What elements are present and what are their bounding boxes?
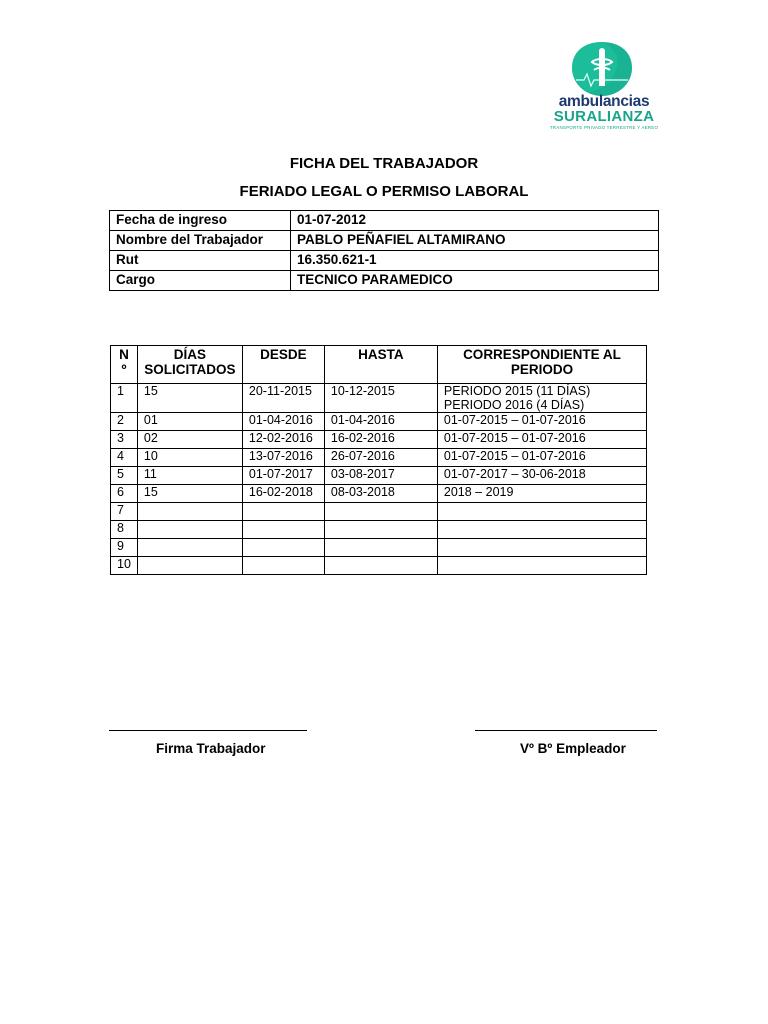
header-period-line2: PERIODO xyxy=(510,362,574,377)
cell-period: 2018 – 2019 xyxy=(437,485,646,503)
cell-number: 10 xyxy=(111,557,138,575)
header-from: DESDE xyxy=(242,346,324,384)
info-value: TECNICO PARAMEDICO xyxy=(291,271,659,291)
employer-signature-line xyxy=(475,730,657,731)
info-value: 01-07-2012 xyxy=(291,211,659,231)
cell-period xyxy=(437,521,646,539)
header-period xyxy=(437,346,646,384)
cell-to xyxy=(324,557,437,575)
cell-days xyxy=(137,521,242,539)
table-row xyxy=(111,539,647,557)
cell-number: 9 xyxy=(111,539,138,557)
cell-from xyxy=(242,503,324,521)
info-label: Nombre del Trabajador xyxy=(110,231,291,251)
cell-period xyxy=(437,503,646,521)
cell-to xyxy=(324,521,437,539)
header-days-line2: SOLICITADOS xyxy=(144,362,236,377)
cell-days xyxy=(137,503,242,521)
cell-days xyxy=(137,557,242,575)
logo-text-suralianza: SURALIANZA xyxy=(553,108,655,125)
table-row xyxy=(111,413,647,431)
cell-from xyxy=(242,557,324,575)
cell-from: 01-04-2016 xyxy=(242,413,324,431)
cell-period-line2: PERIODO 2016 (4 DÍAS) xyxy=(443,398,585,412)
cell-to: 10-12-2015 xyxy=(324,384,437,413)
info-value: PABLO PEÑAFIEL ALTAMIRANO xyxy=(291,231,659,251)
info-row xyxy=(110,211,659,231)
table-row xyxy=(111,485,647,503)
company-logo xyxy=(548,40,660,132)
info-row xyxy=(110,271,659,291)
header-number-line1: N xyxy=(119,347,129,362)
cell-number: 1 xyxy=(111,384,138,413)
leave-days-table xyxy=(110,345,647,575)
cell-period xyxy=(437,557,646,575)
cell-to: 03-08-2017 xyxy=(324,467,437,485)
cell-from xyxy=(242,539,324,557)
cell-number: 5 xyxy=(111,467,138,485)
table-row xyxy=(111,431,647,449)
cell-to: 16-02-2016 xyxy=(324,431,437,449)
cell-to xyxy=(324,539,437,557)
table-row xyxy=(111,467,647,485)
ambulance-logo-icon xyxy=(568,40,636,98)
worker-signature-label: Firma Trabajador xyxy=(156,741,266,756)
cell-number: 3 xyxy=(111,431,138,449)
logo-text-ambulancias: ambulancias xyxy=(558,93,650,110)
cell-from: 13-07-2016 xyxy=(242,449,324,467)
cell-days: 15 xyxy=(137,384,242,413)
document-subtitle: FERIADO LEGAL O PERMISO LABORAL xyxy=(239,183,529,200)
document-title: FICHA DEL TRABAJADOR xyxy=(289,155,479,172)
cell-period: 01-07-2015 – 01-07-2016 xyxy=(437,413,646,431)
table-row xyxy=(111,384,647,413)
table-row xyxy=(111,449,647,467)
cell-from: 20-11-2015 xyxy=(242,384,324,413)
table-row xyxy=(111,521,647,539)
table-header-row xyxy=(111,346,647,384)
cell-period: 01-07-2017 – 30-06-2018 xyxy=(437,467,646,485)
worker-info-table xyxy=(109,210,659,291)
cell-to xyxy=(324,503,437,521)
cell-number: 8 xyxy=(111,521,138,539)
cell-to: 01-04-2016 xyxy=(324,413,437,431)
cell-days xyxy=(137,539,242,557)
cell-number: 7 xyxy=(111,503,138,521)
cell-number: 6 xyxy=(111,485,138,503)
info-label: Rut xyxy=(110,251,291,271)
info-label: Cargo xyxy=(110,271,291,291)
header-period-line1: CORRESPONDIENTE AL xyxy=(463,347,621,362)
info-row xyxy=(110,231,659,251)
cell-days: 01 xyxy=(137,413,242,431)
header-days-line1: DÍAS xyxy=(173,347,207,362)
cell-period xyxy=(437,384,646,413)
cell-from: 12-02-2016 xyxy=(242,431,324,449)
table-row xyxy=(111,557,647,575)
cell-days: 02 xyxy=(137,431,242,449)
logo-tagline: TRANSPORTE PRIVADO TERRESTRE Y AEREO xyxy=(549,125,659,130)
cell-period: 01-07-2015 – 01-07-2016 xyxy=(437,431,646,449)
employer-signature-label: Vº Bº Empleador xyxy=(520,741,626,756)
cell-number: 2 xyxy=(111,413,138,431)
worker-signature-line xyxy=(109,730,307,731)
cell-number: 4 xyxy=(111,449,138,467)
cell-period-line1: PERIODO 2015 (11 DÍAS) xyxy=(443,384,591,398)
cell-days: 10 xyxy=(137,449,242,467)
cell-from xyxy=(242,521,324,539)
cell-days: 15 xyxy=(137,485,242,503)
cell-period: 01-07-2015 – 01-07-2016 xyxy=(437,449,646,467)
header-to: HASTA xyxy=(324,346,437,384)
cell-to: 08-03-2018 xyxy=(324,485,437,503)
header-days xyxy=(137,346,242,384)
table-row xyxy=(111,503,647,521)
cell-period xyxy=(437,539,646,557)
cell-from: 01-07-2017 xyxy=(242,467,324,485)
cell-to: 26-07-2016 xyxy=(324,449,437,467)
info-label: Fecha de ingreso xyxy=(110,211,291,231)
cell-from: 16-02-2018 xyxy=(242,485,324,503)
header-number-line2: º xyxy=(121,362,127,377)
cell-days: 11 xyxy=(137,467,242,485)
info-value: 16.350.621-1 xyxy=(291,251,659,271)
header-number xyxy=(111,346,138,384)
info-row xyxy=(110,251,659,271)
